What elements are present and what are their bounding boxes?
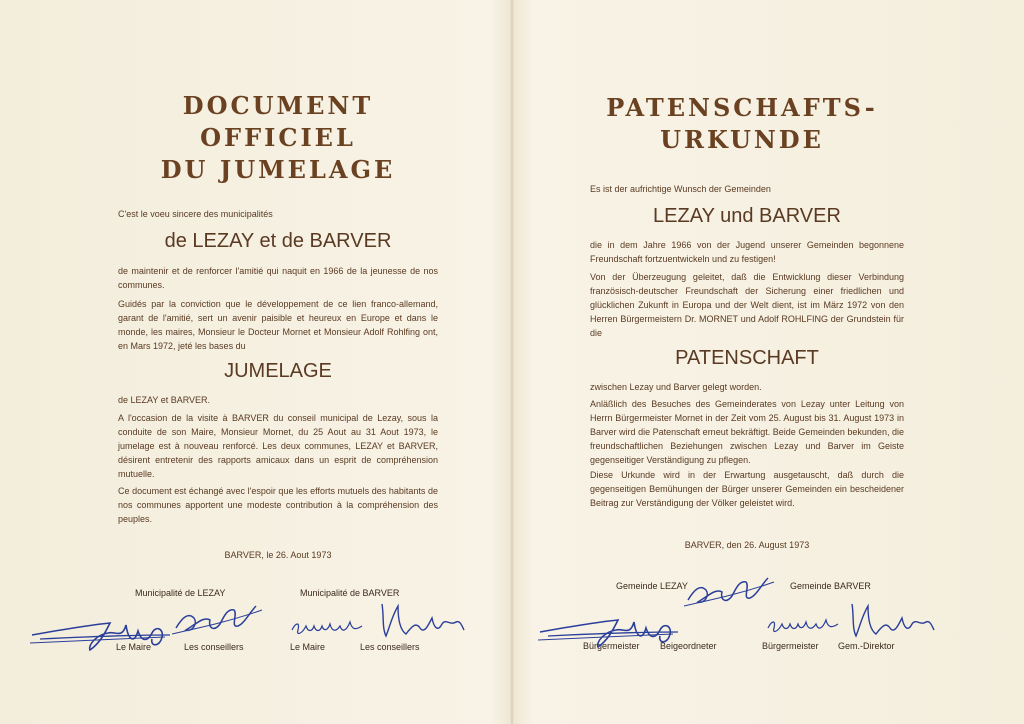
french-title-line-3: DU JUMELAGE [160,155,396,184]
french-paragraph-2: Guidés par la conviction que le développement de ce lien franco-allemand, garant de l'amitié, sert un avenir paisible et heureux en Europe et dans le monde, les maires, Monsieur le Docteur Mornet et Monsieur Adolf Rohlfing ont, en Mars 1972, jeté les bases du [118,299,438,351]
german-gemeinde-barver: Gemeinde BARVER [790,581,871,591]
french-paragraph-5: Ce document est échangé avec l'espoir que les efforts mutuels des habitants de nos communes apportent une modeste contribution à la compréhension des peuples. [118,486,438,524]
german-title-line-2: URKUNDE [660,125,824,154]
german-title-line-1: PATENSCHAFTS- [606,93,878,122]
french-label-maire-lezay: Le Maire [116,642,152,652]
german-towns: LEZAY und BARVER [653,205,841,227]
german-place-date: BARVER, den 26. August 1973 [684,540,810,550]
french-keyword: JUMELAGE [224,360,332,382]
french-label-maire-barver: Le Maire [290,642,326,652]
french-municipality-lezay: Municipalité de LEZAY [135,588,226,598]
german-title [592,92,892,156]
french-title-line-2: OFFICIEL [200,123,356,152]
french-intro: C'est le voeu sincere des municipalités [118,209,273,219]
german-paragraph-2: Von der Überzeugung geleitet, daß die Entwicklung dieser Verbindung französisch-deutscher Freundschaft der Sicherung einer friedlichen und glücklichen Zukunft in Europa und der Welt dient, ist im März 1972 von den Herren Bürgermeistern Dr. MORNET und Adolf ROHLFING der Grundstein für die [590,272,904,338]
german-gemeinde-lezay: Gemeinde LEZAY [616,581,688,591]
german-label-gem-direktor: Gem.-Direktor [838,641,895,651]
german-paragraph-3: zwischen Lezay und Barver gelegt worden. [590,382,762,392]
french-towns: de LEZAY et de BARVER [164,230,392,252]
german-intro: Es ist der aufrichtige Wunsch der Gemeinden [590,184,771,194]
french-label-conseillers-lezay: Les conseillers [184,642,244,652]
signature-menke-de [846,596,936,646]
german-label-beigeordneter: Beigeordneter [660,641,717,651]
french-paragraph-4: A l'occasion de la visite à BARVER du conseil municipal de Lezay, sous la conduite de son Maire, Monsieur Mornet, du 25 Aout au 31 Aout 1973, le jumelage est à nouveau renforcé. Les deux communes, LEZAY et BARVER, désirent entretenir des rapports amicaux dans un esprit de compréhension mutuelle. [118,413,438,479]
german-paragraph-5: Diese Urkunde wird in der Erwartung ausgetauscht, daß durch die gegenseitigen Bemühungen der Bürger unserer Gemeinden ein bescheidener Beitrag zur Verständigung der Völker geleistet wird. [590,470,904,508]
french-place-date: BARVER, le 26. Aout 1973 [224,550,332,560]
german-paragraph-1: die in dem Jahre 1966 von der Jugend unserer Gemeinden begonnene Freundschaft fortzuentwickeln und zu festigen! [590,240,904,264]
french-title [128,90,428,186]
german-keyword: PATENSCHAFT [675,347,819,369]
signature-menke-fr [376,596,466,646]
french-municipality-barver: Municipalité de BARVER [300,588,400,598]
german-label-buergermeister-barver: Bürgermeister [762,641,819,651]
french-label-conseillers-barver: Les conseillers [360,642,420,652]
french-title-line-1: DOCUMENT [182,91,374,120]
center-fold [510,0,514,724]
french-paragraph-1: de maintenir et de renforcer l'amitié qui naquit en 1966 de la jeunesse de nos communes. [118,266,438,290]
signature-schmieder-de [764,610,844,640]
signature-schmieder-fr [288,612,368,642]
german-label-buergermeister-lezay: Bürgermeister [583,641,640,651]
german-paragraph-4: Anläßlich des Besuches des Gemeinderates von Lezay unter Leitung von Herrn Bürgermeister Mornet in der Zeit vom 25. August bis 31. August 1973 in Barver wird die Patenschaft erneut bekräftigt. Beide Gemeinden bekunden, die freundschaftlichen Beziehungen zwischen Lezay und Barver im Geiste gegenseitiger Verständigung zu pflegen. [590,399,904,465]
french-paragraph-3: de LEZAY et BARVER. [118,395,211,405]
signature-rohlfing-fr [168,588,268,648]
